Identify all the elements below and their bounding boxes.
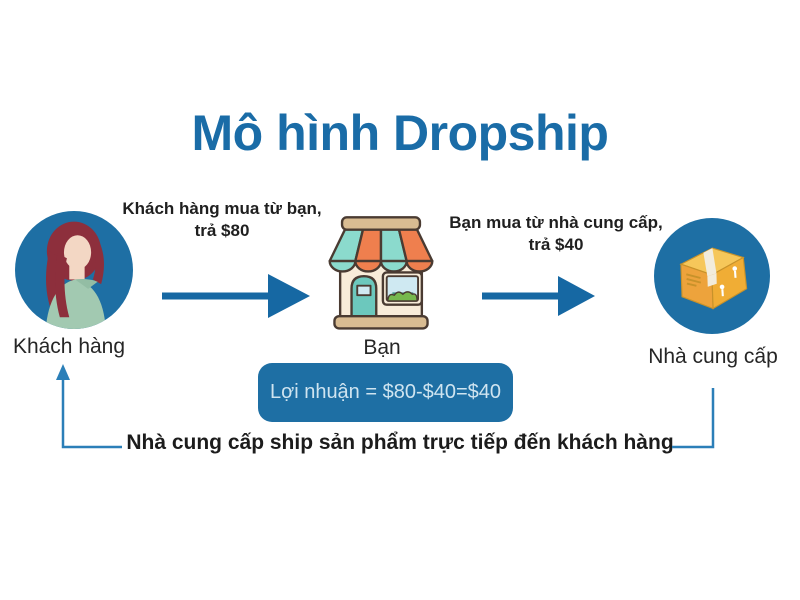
package-box-icon xyxy=(654,218,770,334)
flow2-note xyxy=(442,212,670,256)
flow2-line1: Bạn mua từ nhà cung cấp, xyxy=(449,213,663,232)
flow1-note xyxy=(110,198,334,242)
arrow-up-icon xyxy=(56,364,70,380)
store-node xyxy=(324,210,438,332)
supplier-node xyxy=(654,218,770,334)
arrow-customer-to-store xyxy=(160,268,310,329)
storefront-icon xyxy=(324,210,438,332)
supplier-label: Nhà cung cấp xyxy=(648,345,778,368)
customer-label: Khách hàng xyxy=(12,335,126,358)
arrow-right-icon xyxy=(480,268,595,324)
arrow-right-icon xyxy=(160,268,310,324)
arrow-store-to-supplier xyxy=(480,268,595,329)
page-title: Mô hình Dropship xyxy=(191,105,609,161)
profit-text: Lợi nhuận = $80-$40=$40 xyxy=(269,381,502,403)
profit-box xyxy=(258,363,513,422)
flow1-line2: trả $80 xyxy=(194,221,250,240)
store-label: Bạn xyxy=(363,336,401,359)
flow2-line2: trả $40 xyxy=(528,235,584,254)
shipping-note: Nhà cung cấp ship sản phẩm trực tiếp đến khách hàng xyxy=(126,431,674,454)
flow1-line1: Khách hàng mua từ bạn, xyxy=(122,199,322,218)
